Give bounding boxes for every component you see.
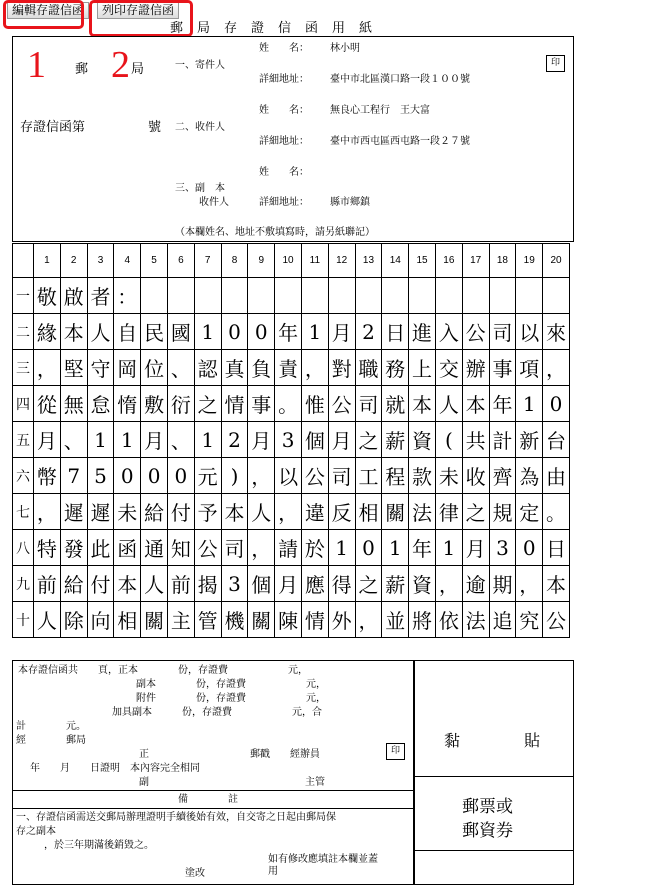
grid-cell: 違 [301, 494, 328, 530]
grid-cell: 月 [141, 422, 168, 458]
grid-cell: 公 [462, 314, 489, 350]
grid-cell: 月 [34, 422, 61, 458]
grid-cell: 薪 [382, 566, 409, 602]
grid-cell: 關 [248, 602, 275, 638]
remarks-heading: 備 註 [178, 794, 238, 805]
grid-cell: 敷 [141, 386, 168, 422]
grid-cell: 期 [489, 566, 516, 602]
grid-cell: 、 [60, 422, 87, 458]
grid-cell: 關 [141, 602, 168, 638]
grid-cell: 公 [543, 602, 570, 638]
grid-row [13, 386, 570, 422]
grid-cell: 從 [34, 386, 61, 422]
footer-line-2: 副本 份，存證費 元， [136, 679, 326, 690]
column-number: 5 [141, 244, 168, 278]
grid-cell: 收 [462, 458, 489, 494]
column-number: 19 [516, 244, 543, 278]
grid-cell: 公 [301, 458, 328, 494]
grid-cell: 程 [382, 458, 409, 494]
grid-cell: 函 [114, 530, 141, 566]
column-number: 4 [114, 244, 141, 278]
grid-cell: 者 [87, 278, 114, 314]
grid-cell: 向 [87, 602, 114, 638]
row-label: 二 [13, 314, 34, 350]
grid-cell: 位 [141, 350, 168, 386]
remarks-line-4: 如有修改應填註本欄並蓋 [268, 854, 378, 865]
column-number: 15 [409, 244, 436, 278]
grid-cell: 月 [328, 314, 355, 350]
grid-cell: 0 [248, 314, 275, 350]
grid-cell [301, 278, 328, 314]
grid-cell: 司 [355, 386, 382, 422]
row-label: 七 [13, 494, 34, 530]
grid-cell: 3 [489, 530, 516, 566]
grid-cell: 0 [114, 458, 141, 494]
header-note: （本欄姓名、地址不敷填寫時，請另紙聯記） [175, 227, 375, 238]
recipient-addr: 臺中市西屯區西屯路一段２７號 [330, 136, 470, 147]
grid-cell: 將 [409, 602, 436, 638]
column-number: 17 [462, 244, 489, 278]
row-label: 三 [13, 350, 34, 386]
footer-line-1: 本存證信函共 頁，正本 份，存證費 元， [18, 665, 308, 676]
grid-cell: ， [355, 602, 382, 638]
print-letter-button[interactable]: 列印存證信函 [97, 2, 179, 19]
grid-cell: ， [248, 530, 275, 566]
grid-row [13, 602, 570, 638]
grid-row [13, 566, 570, 602]
grid-cell: 責 [275, 350, 302, 386]
grid-cell [275, 278, 302, 314]
grid-cell: 人 [87, 314, 114, 350]
grid-cell: 年 [275, 314, 302, 350]
grid-cell: 3 [275, 422, 302, 458]
recipient-name: 無良心工程行 王大富 [330, 105, 430, 116]
grid-cell: 月 [462, 530, 489, 566]
grid-cell: 之 [462, 494, 489, 530]
grid-cell: 關 [382, 494, 409, 530]
grid-cell: 揭 [194, 566, 221, 602]
grid-cell: 0 [516, 530, 543, 566]
grid-cell: 進 [409, 314, 436, 350]
grid-cell: 7 [60, 458, 87, 494]
row-label: 一 [13, 278, 34, 314]
grid-cell: 就 [382, 386, 409, 422]
grid-cell: 2 [355, 314, 382, 350]
grid-cell: 依 [435, 602, 462, 638]
grid-cell: 公 [328, 386, 355, 422]
grid-cell: 無 [60, 386, 87, 422]
grid-cell: 陳 [275, 602, 302, 638]
grid-cell: 1 [87, 422, 114, 458]
grid-cell: ， [516, 566, 543, 602]
post-label: 郵 [75, 62, 89, 77]
grid-cell: 管 [194, 602, 221, 638]
stamp-label-1: 郵票或 [462, 797, 513, 817]
grid-cell: 以 [275, 458, 302, 494]
letter-grid [12, 243, 570, 638]
grid-cell: 薪 [382, 422, 409, 458]
grid-cell: 司 [221, 530, 248, 566]
footer-main-copy: 正 [139, 749, 149, 760]
edit-letter-button[interactable]: 編輯存證信函 [7, 2, 89, 19]
grid-row [13, 530, 570, 566]
recipient-name-label: 姓 名： [259, 105, 309, 116]
grid-cell: ) [221, 458, 248, 494]
highlight-box-1 [3, 0, 84, 29]
grid-cell [248, 278, 275, 314]
grid-cell [141, 278, 168, 314]
footer-postmark: 郵戳 經辦員 [250, 749, 320, 760]
grid-cell: 5 [87, 458, 114, 494]
paste-label: 黏 貼 [444, 731, 541, 750]
grid-cell: 除 [60, 602, 87, 638]
grid-cell: 。 [275, 386, 302, 422]
grid-cell [328, 278, 355, 314]
grid-row [13, 422, 570, 458]
grid-cell: 本 [60, 314, 87, 350]
grid-cell: 日 [543, 530, 570, 566]
column-number: 13 [355, 244, 382, 278]
doc-no-label: 存證信函第 [20, 120, 86, 135]
grid-cell: ， [301, 350, 328, 386]
cc-name-label: 姓 名： [259, 167, 309, 178]
grid-cell: 遲 [60, 494, 87, 530]
grid-cell: 交 [435, 350, 462, 386]
grid-cell: 付 [87, 566, 114, 602]
grid-cell: 資 [409, 422, 436, 458]
grid-cell: 台 [543, 422, 570, 458]
grid-row [13, 494, 570, 530]
grid-cell: 對 [328, 350, 355, 386]
grid-cell: 日 [382, 314, 409, 350]
column-number: 3 [87, 244, 114, 278]
column-number: 8 [221, 244, 248, 278]
grid-cell: ， [248, 458, 275, 494]
sender-addr-label: 詳細地址： [259, 74, 309, 85]
grid-cell: 本 [221, 494, 248, 530]
footer-line-6: 經 郵局 [16, 735, 86, 746]
column-number: 2 [60, 244, 87, 278]
grid-cell: 給 [141, 494, 168, 530]
grid-cell: 元 [194, 458, 221, 494]
grid-cell: 本 [409, 386, 436, 422]
grid-cell [489, 278, 516, 314]
grid-cell: 守 [87, 350, 114, 386]
grid-cell [409, 278, 436, 314]
form-title: 郵局存證信函用紙 [170, 21, 387, 36]
footer-line-8: 年 月 日證明 本內容完全相同 [30, 763, 200, 774]
grid-cell: 究 [516, 602, 543, 638]
cc-heading: 三、副 本 [175, 183, 225, 194]
grid-row [13, 458, 570, 494]
grid-cell: 工 [355, 458, 382, 494]
footer-supervisor: 主管 [305, 777, 325, 788]
grid-cell: 司 [328, 458, 355, 494]
grid-cell: 啟 [60, 278, 87, 314]
footer-copy: 副 [139, 777, 149, 788]
grid-cell: ， [435, 566, 462, 602]
row-label: 十 [13, 602, 34, 638]
grid-cell: 幣 [34, 458, 61, 494]
grid-cell: 人 [248, 494, 275, 530]
row-label: 五 [13, 422, 34, 458]
grid-cell: 1 [114, 422, 141, 458]
grid-cell: 惰 [114, 386, 141, 422]
grid-cell: 、 [167, 350, 194, 386]
grid-cell [462, 278, 489, 314]
grid-cell: 來 [543, 314, 570, 350]
grid-cell: 月 [248, 422, 275, 458]
row-label: 九 [13, 566, 34, 602]
number-label: 號 [148, 120, 162, 135]
grid-cell: 律 [435, 494, 462, 530]
grid-cell: 相 [114, 602, 141, 638]
grid-cell: ， [275, 494, 302, 530]
grid-cell: 定 [516, 494, 543, 530]
row-label: 八 [13, 530, 34, 566]
grid-cell: 入 [435, 314, 462, 350]
grid-cell: ： [114, 278, 141, 314]
grid-cell: 0 [355, 530, 382, 566]
grid-cell: 1 [301, 314, 328, 350]
grid-cell: 1 [194, 422, 221, 458]
grid-cell: 本 [543, 566, 570, 602]
grid-cell: 並 [382, 602, 409, 638]
grid-cell: 外 [328, 602, 355, 638]
grid-cell: 自 [114, 314, 141, 350]
grid-cell: 敬 [34, 278, 61, 314]
grid-cell: 人 [34, 602, 61, 638]
grid-cell [221, 278, 248, 314]
remarks-alter: 塗改 [185, 868, 205, 879]
grid-cell: 事 [489, 350, 516, 386]
grid-cell: 國 [167, 314, 194, 350]
grid-cell: 特 [34, 530, 61, 566]
grid-cell: 由 [543, 458, 570, 494]
column-number: 12 [328, 244, 355, 278]
grid-cell: 司 [489, 314, 516, 350]
grid-cell: 予 [194, 494, 221, 530]
remarks-line-2: 存之副本 [16, 826, 56, 837]
sender-name: 林小明 [330, 43, 360, 54]
grid-cell: 1 [435, 530, 462, 566]
grid-cell [382, 278, 409, 314]
grid-cell: 前 [167, 566, 194, 602]
grid-cell: 法 [409, 494, 436, 530]
grid-cell: 齊 [489, 458, 516, 494]
grid-cell [194, 278, 221, 314]
grid-cell: 個 [248, 566, 275, 602]
grid-cell: ， [543, 350, 570, 386]
grid-cell: 緣 [34, 314, 61, 350]
grid-cell: 堅 [60, 350, 87, 386]
column-number: 6 [167, 244, 194, 278]
grid-cell: 人 [141, 566, 168, 602]
column-number: 7 [194, 244, 221, 278]
grid-cell: 1 [382, 530, 409, 566]
grid-cell: 之 [194, 386, 221, 422]
grid-cell: 知 [167, 530, 194, 566]
grid-cell: 未 [114, 494, 141, 530]
column-number: 14 [382, 244, 409, 278]
grid-cell: 認 [194, 350, 221, 386]
grid-cell: 個 [301, 422, 328, 458]
grid-cell: 年 [409, 530, 436, 566]
grid-cell: 0 [141, 458, 168, 494]
grid-cell: 辦 [462, 350, 489, 386]
grid-cell: 於 [301, 530, 328, 566]
grid-cell: 公 [194, 530, 221, 566]
grid-cell: 0 [543, 386, 570, 422]
grid-cell: 人 [435, 386, 462, 422]
grid-cell: 給 [60, 566, 87, 602]
grid-cell [435, 278, 462, 314]
grid-cell: 此 [87, 530, 114, 566]
grid-cell: 為 [516, 458, 543, 494]
column-number: 11 [301, 244, 328, 278]
marker-2: 2 [111, 44, 130, 86]
grid-cell: 本 [114, 566, 141, 602]
grid-cell: 民 [141, 314, 168, 350]
grid-cell: 怠 [87, 386, 114, 422]
grid-cell: 1 [194, 314, 221, 350]
row-label: 六 [13, 458, 34, 494]
grid-cell: 主 [167, 602, 194, 638]
cc-heading-2: 收件人 [199, 197, 229, 208]
grid-cell: 惟 [301, 386, 328, 422]
grid-cell: 衍 [167, 386, 194, 422]
grid-cell: 岡 [114, 350, 141, 386]
column-number: 9 [248, 244, 275, 278]
grid-cell: 0 [221, 314, 248, 350]
grid-cell: 情 [301, 602, 328, 638]
grid-cell: 之 [355, 422, 382, 458]
column-number: 16 [435, 244, 462, 278]
grid-cell: ， [34, 494, 61, 530]
column-number: 10 [275, 244, 302, 278]
sender-heading: 一、寄件人 [175, 60, 225, 71]
cc-addr-label: 詳細地址： [259, 197, 309, 208]
grid-cell [543, 278, 570, 314]
column-number: 20 [543, 244, 570, 278]
column-number: 18 [489, 244, 516, 278]
grid-cell: 遲 [87, 494, 114, 530]
grid-cell: 3 [221, 566, 248, 602]
column-number: 1 [34, 244, 61, 278]
grid-cell: 本 [462, 386, 489, 422]
grid-cell: 上 [409, 350, 436, 386]
grid-cell: 未 [435, 458, 462, 494]
grid-cell: 真 [221, 350, 248, 386]
grid-cell: 0 [167, 458, 194, 494]
grid-cell: 逾 [462, 566, 489, 602]
grid-cell [167, 278, 194, 314]
grid-cell: 機 [221, 602, 248, 638]
remarks-line-1: 一、存證信函需送交郵局辦理證明手續後始有效，自交寄之日起由郵局保 [16, 812, 336, 823]
grid-cell: 相 [355, 494, 382, 530]
grid-row [13, 350, 570, 386]
footer-seal: 印 [386, 743, 405, 760]
grid-cell [516, 278, 543, 314]
grid-cell: 2 [221, 422, 248, 458]
grid-cell: 務 [382, 350, 409, 386]
grid-row [13, 314, 570, 350]
footer-line-3: 附件 份，存證費 元， [136, 693, 326, 704]
grid-cell: 發 [60, 530, 87, 566]
grid-cell: 得 [328, 566, 355, 602]
sender-addr: 臺中市北區漢口路一段１００號 [330, 74, 470, 85]
grid-cell: 月 [275, 566, 302, 602]
grid-cell: 年 [489, 386, 516, 422]
row-label: 四 [13, 386, 34, 422]
grid-cell: 應 [301, 566, 328, 602]
footer-line-5: 計 元。 [16, 721, 86, 732]
grid-cell: 之 [355, 566, 382, 602]
grid-cell: ( [435, 422, 462, 458]
grid-cell: 1 [516, 386, 543, 422]
recipient-addr-label: 詳細地址： [259, 136, 309, 147]
grid-cell: 項 [516, 350, 543, 386]
grid-cell: 新 [516, 422, 543, 458]
stamp-label-2: 郵資券 [462, 821, 513, 841]
sender-seal: 印 [546, 55, 565, 72]
grid-cell: 付 [167, 494, 194, 530]
grid-cell: 請 [275, 530, 302, 566]
cc-addr: 縣市鄉鎮 [330, 197, 370, 208]
grid-cell: 情 [221, 386, 248, 422]
sender-name-label: 姓 名： [259, 43, 309, 54]
grid-cell: 法 [462, 602, 489, 638]
grid-cell: 月 [328, 422, 355, 458]
grid-cell: 反 [328, 494, 355, 530]
grid-cell: 負 [248, 350, 275, 386]
grid-cell: 職 [355, 350, 382, 386]
grid-cell: 以 [516, 314, 543, 350]
grid-cell [355, 278, 382, 314]
grid-cell: 。 [543, 494, 570, 530]
footer-line-4: 加具副本 份，存證費 元，合 [112, 707, 322, 718]
remarks-line-5: 用 [268, 866, 278, 877]
marker-1: 1 [27, 44, 46, 86]
grid-cell: 追 [489, 602, 516, 638]
grid-cell: 資 [409, 566, 436, 602]
grid-cell: 前 [34, 566, 61, 602]
grid-cell: 款 [409, 458, 436, 494]
bureau-label: 局 [131, 62, 145, 77]
grid-cell: 事 [248, 386, 275, 422]
grid-cell: 共 [462, 422, 489, 458]
recipient-heading: 二、收件人 [175, 122, 225, 133]
remarks-line-3: ，於三年期滿後銷毀之。 [44, 840, 154, 851]
grid-cell: ， [34, 350, 61, 386]
grid-cell: 1 [328, 530, 355, 566]
grid-cell: 、 [167, 422, 194, 458]
grid-row [13, 278, 570, 314]
column-numbers [13, 244, 570, 278]
grid-cell: 規 [489, 494, 516, 530]
grid-cell: 通 [141, 530, 168, 566]
grid-cell: 計 [489, 422, 516, 458]
